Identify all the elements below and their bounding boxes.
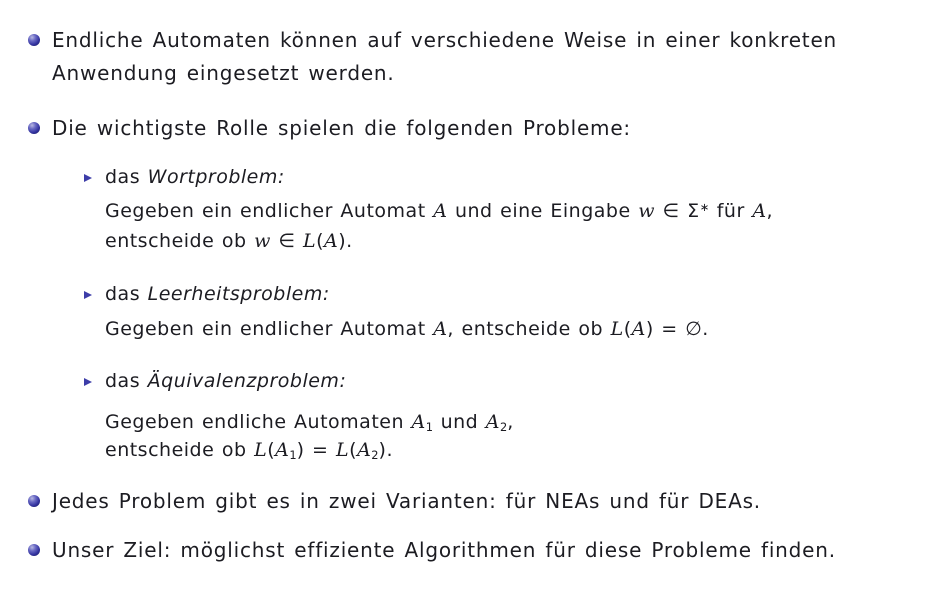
ball-bullet-icon [28, 34, 40, 46]
bullet-item [52, 539, 836, 562]
sigma-symbol: Σ [687, 200, 700, 222]
empty-set-symbol: ) = ∅. [645, 318, 709, 340]
math-var-w: w [254, 230, 271, 252]
element-of-symbol: ∈ [654, 200, 688, 222]
body-text: Gegeben endliche Automaten [105, 411, 412, 433]
triangle-bullet-icon [84, 174, 92, 182]
body-text: , [507, 411, 514, 433]
calligraphic-A: A [433, 200, 448, 222]
math-var-L: L [610, 318, 624, 340]
calligraphic-A: A [485, 411, 500, 433]
bullet-text: Unser Ziel: möglichst effiziente Algorithmen für diese Probleme finden. [52, 538, 836, 562]
problem-name: Wortproblem: [147, 166, 285, 188]
sub-bullet-item [105, 167, 285, 189]
continuation-line [52, 62, 395, 85]
body-text: , entscheide ob [447, 318, 611, 340]
calligraphic-A: A [275, 439, 290, 461]
bullet-text: Anwendung eingesetzt werden. [52, 61, 395, 85]
sub-bullet-text: das [105, 283, 148, 305]
sub-bullet-text: das [105, 370, 148, 392]
body-text: entscheide ob [105, 439, 255, 461]
calligraphic-A: A [411, 411, 426, 433]
paren: ). [338, 230, 353, 252]
calligraphic-A: A [631, 318, 646, 340]
continuation-line [105, 201, 773, 223]
ball-bullet-icon [28, 122, 40, 134]
sub-bullet-item [105, 284, 330, 306]
bullet-text: Die wichtigste Rolle spielen die folgenden Probleme: [52, 116, 631, 140]
paren: ( [316, 230, 325, 252]
calligraphic-A: A [324, 230, 339, 252]
element-of-symbol: ∈ [270, 230, 303, 252]
body-text: , [766, 200, 774, 222]
continuation-line [105, 412, 514, 434]
math-var-L: L [336, 439, 350, 461]
math-var-L: L [254, 439, 268, 461]
calligraphic-A: A [433, 318, 448, 340]
triangle-bullet-icon [84, 378, 92, 386]
body-text: entscheide ob [105, 230, 255, 252]
paren: ( [623, 318, 632, 340]
paren: ( [267, 439, 276, 461]
paren: ). [378, 439, 393, 461]
body-text: Gegeben ein endlicher Automat [105, 318, 434, 340]
body-text: für [709, 200, 753, 222]
problem-name: Äquivalenzproblem: [147, 370, 347, 392]
equals: ) = [296, 439, 337, 461]
bullet-item [52, 490, 761, 513]
continuation-line [105, 440, 393, 462]
sub-bullet-item [105, 371, 346, 393]
math-var-w: w [638, 200, 655, 222]
subscript-2: 2 [500, 419, 508, 434]
bullet-item [52, 117, 631, 140]
calligraphic-A: A [357, 439, 372, 461]
calligraphic-A: A [752, 200, 767, 222]
subscript-2: 2 [371, 447, 379, 462]
bullet-text: Jedes Problem gibt es in zwei Varianten: für NEAs und für DEAs. [52, 489, 761, 513]
triangle-bullet-icon [84, 291, 92, 299]
continuation-line [105, 231, 353, 253]
sub-bullet-text: das [105, 166, 148, 188]
subscript-1: 1 [425, 419, 434, 434]
bullet-item [52, 29, 837, 52]
bullet-text: Endliche Automaten können auf verschiedene Weise in einer konkreten [52, 28, 838, 52]
ball-bullet-icon [28, 544, 40, 556]
body-text: und eine Eingabe [447, 200, 639, 222]
ball-bullet-icon [28, 495, 40, 507]
paren: ( [349, 439, 358, 461]
body-text: Gegeben ein endlicher Automat [105, 200, 434, 222]
math-var-L: L [302, 230, 317, 252]
kleene-star: ∗ [699, 199, 710, 214]
subscript-1: 1 [289, 447, 297, 462]
problem-name: Leerheitsproblem: [147, 283, 330, 305]
body-text: und [433, 411, 486, 433]
continuation-line [105, 319, 709, 341]
